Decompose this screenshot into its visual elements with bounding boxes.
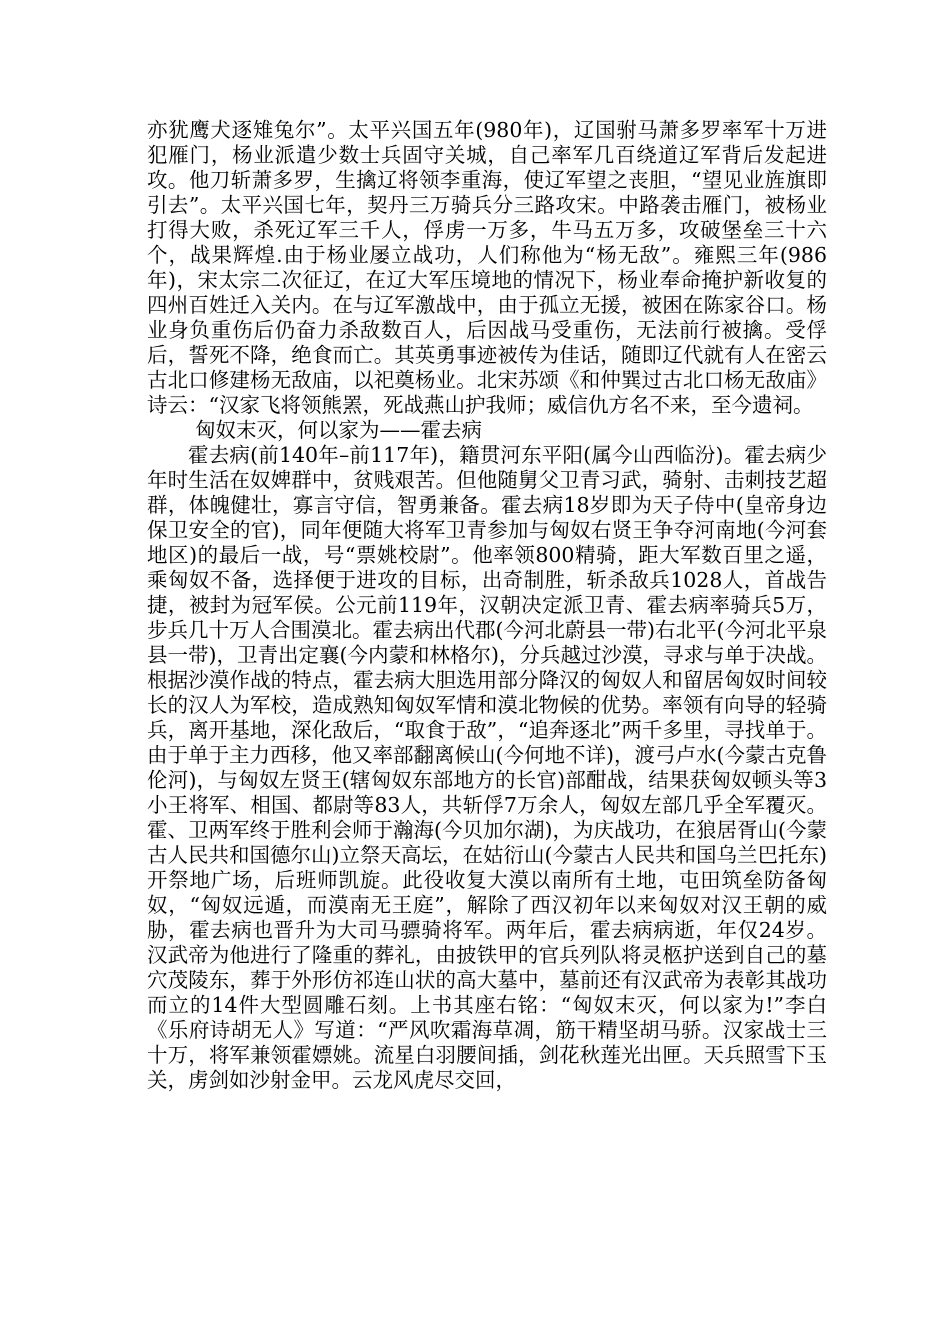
paragraph-yang-ye: 亦犹鹰犬逐雉兔尔”。太平兴国五年(980年)，辽国驸马萧多罗率军十万进犯雁门，杨业派遣少数士兵固守关城，自己率军几百绕道辽军背后发起进攻。他刀斩萧多罗，生擒辽将领李重海，使辽军望之丧胆，“望见业旌旗即引去”。太平兴国七年，契丹三万骑兵分三路攻宋。中路袭击雁门，被杨业打得大败，杀死辽军三千人，俘虏一万多，牛马五万多，攻破堡垒三十六个，战果辉煌.由于杨业屡立战功，人们称他为“杨无敌”。雍熙三年(986年)，宋太宗二次征辽，在辽大军压境地的情况下，杨业奉命掩护新收复的四州百姓迁入关内。在与辽军激战中，由于孤立无援，被困在陈家谷口。杨业身负重伤后仍奋力杀敌数百人，后因战马受重伤，无法前行被擒。受俘后，誓死不降，绝食而亡。其英勇事迹被传为佳话，随即辽代就有人在密云古北口修建杨无敌庙，以祀奠杨业。北宋苏颂《和仲巽过古北口杨无敌庙》诗云：“汉家飞将领熊罴，死战燕山护我师；威信仇方名不来，至今遗祠。: [147, 118, 827, 417]
document-page: [147, 118, 827, 1093]
section-heading: 匈奴末灭，何以家为——霍去病: [195, 418, 482, 442]
paragraph-huo-qubing: 霍去病(前140年–前117年)，籍贯河东平阳(属今山西临汾)。霍去病少年时生活在奴婢群中，贫贱艰苦。但他随舅父卫青习武，骑射、击刺技艺超群，体魄健壮，寡言守信，智勇兼备。霍去病18岁即为天子侍中(皇帝身边保卫安全的官)，同年便随大将军卫青参加与匈奴右贤王争夺河南地(今河套地区)的最后一战，号“票姚校尉”。他率领800精骑，距大军数百里之遥，乘匈奴不备，选择便于进攻的目标，出奇制胜，斩杀敌兵1028人，首战告捷，被封为冠军侯。公元前119年，汉朝决定派卫青、霍去病率骑兵5万，步兵几十万人合围漠北。霍去病出代郡(今河北蔚县一带)右北平(今河北平泉县一带)，卫青出定襄(今内蒙和林格尔)，分兵越过沙漠，寻求与单于决战。根据沙漠作战的特点，霍去病大胆选用部分降汉的匈奴人和留居匈奴时间较长的汉人为军校，造成熟知匈奴军情和漠北物候的优势。率领有向导的轻骑兵，离开基地，深化敌后，“取食于敌”，“追奔逐北”两千多里，寻找单于。由于单于主力西移，他又率部翻离候山(今何地不详)，渡弓卢水(今蒙古克鲁伦河)，与匈奴左贤王(辖匈奴东部地方的长官)部酣战，结果获匈奴顿头等3小王将军、相国、都尉等83人，共斩俘7万余人，匈奴左部几乎全军覆灭。霍、卫两军终于胜利会师于瀚海(今贝加尔湖)，为庆战功，在狼居胥山(今蒙古人民共和国德尔山)立祭天高坛，在姑衍山(今蒙古人民共和国乌兰巴托东)开祭地广场，后班师凯旋。此役收复大漠以南所有土地，屯田筑垒防备匈奴，“匈奴远遁，而漠南无王庭”，解除了西汉初年以来匈奴对汉王朝的威胁，霍去病也晋升为大司马骠骑将军。两年后，霍去病病逝，年仅24岁。汉武帝为他进行了隆重的葬礼，由披铁甲的官兵列队将灵柩护送到自己的墓穴茂陵东，葬于外形仿祁连山状的高大墓中，墓前还有汉武帝为表彰其战功而立的14件大型圆雕石刻。上书其座右铭：“匈奴末灭，何以家为!”李白《乐府诗胡无人》写道：“严风吹霜海草凋，筋干精坚胡马骄。汉家战士三十万，将军兼领霍嫖姚。流星白羽腰间插，剑花秋莲光出匣。天兵照雪下玉关，虏剑如沙射金甲。云龙风虎尽交回，: [147, 443, 827, 1092]
